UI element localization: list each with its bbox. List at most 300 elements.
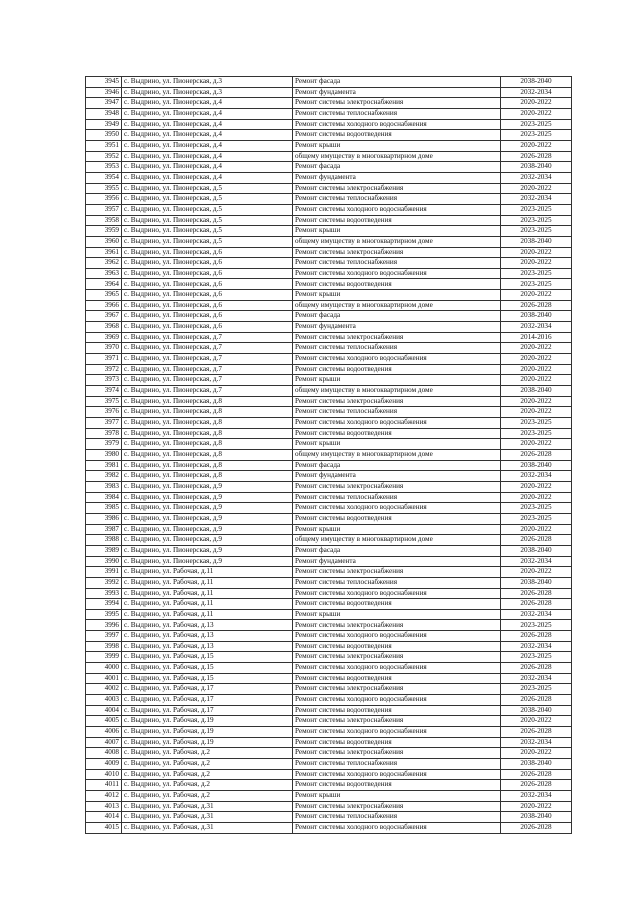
work-type-cell: Ремонт системы холодного водоснабжения [293,119,501,130]
table-row [86,780,572,791]
address-cell: с. Выдрино, ул. Пионерская, д.7 [122,354,293,365]
table-row [86,183,572,194]
row-number: 3982 [86,471,122,482]
work-type-cell: Ремонт фундамента [293,556,501,567]
period-cell: 2020-2022 [501,492,572,503]
address-cell: с. Выдрино, ул. Пионерская, д.5 [122,215,293,226]
row-number: 3959 [86,226,122,237]
work-type-cell: Ремонт крыши [293,524,501,535]
table-row [86,695,572,706]
period-cell: 2020-2022 [501,567,572,578]
address-cell: с. Выдрино, ул. Пионерская, д.6 [122,322,293,333]
row-number: 3946 [86,87,122,98]
address-cell: с. Выдрино, ул. Пионерская, д.4 [122,151,293,162]
period-cell: 2032-2034 [501,556,572,567]
period-cell: 2026-2028 [501,151,572,162]
table-row [86,162,572,173]
work-type-cell: Ремонт системы водоотведения [293,279,501,290]
address-cell: с. Выдрино, ул. Пионерская, д.5 [122,194,293,205]
table-row [86,748,572,759]
table-row [86,801,572,812]
work-type-cell: Ремонт крыши [293,609,501,620]
row-number: 3970 [86,343,122,354]
address-cell: с. Выдрино, ул. Пионерская, д.6 [122,290,293,301]
table-row [86,460,572,471]
period-cell: 2026-2028 [501,780,572,791]
table-row [86,151,572,162]
row-number: 3960 [86,236,122,247]
address-cell: с. Выдрино, ул. Пионерская, д.6 [122,300,293,311]
table-row [86,599,572,610]
period-cell: 2032-2034 [501,322,572,333]
address-cell: с. Выдрино, ул. Рабочая, д.17 [122,695,293,706]
work-type-cell: Ремонт системы водоотведения [293,780,501,791]
work-type-cell: Ремонт системы теплоснабжения [293,407,501,418]
address-cell: с. Выдрино, ул. Рабочая, д.13 [122,620,293,631]
period-cell: 2023-2025 [501,130,572,141]
row-number: 3991 [86,567,122,578]
table-row [86,311,572,322]
address-cell: с. Выдрино, ул. Рабочая, д.11 [122,588,293,599]
address-cell: с. Выдрино, ул. Рабочая, д.2 [122,748,293,759]
address-cell: с. Выдрино, ул. Пионерская, д.8 [122,471,293,482]
address-cell: с. Выдрино, ул. Пионерская, д.4 [122,119,293,130]
row-number: 3961 [86,247,122,258]
period-cell: 2020-2022 [501,396,572,407]
address-cell: с. Выдрино, ул. Рабочая, д.13 [122,641,293,652]
row-number: 3996 [86,620,122,631]
row-number: 3956 [86,194,122,205]
address-cell: с. Выдрино, ул. Рабочая, д.11 [122,609,293,620]
period-cell: 2038-2040 [501,311,572,322]
table-row [86,535,572,546]
row-number: 4014 [86,812,122,823]
period-cell: 2023-2025 [501,226,572,237]
period-cell: 2023-2025 [501,428,572,439]
table-row [86,172,572,183]
row-number: 3987 [86,524,122,535]
work-type-cell: общему имуществу в многоквартирном доме [293,151,501,162]
table-row [86,418,572,429]
period-cell: 2038-2040 [501,577,572,588]
work-type-cell: общему имуществу в многоквартирном доме [293,236,501,247]
address-cell: с. Выдрино, ул. Пионерская, д.7 [122,364,293,375]
period-cell: 2026-2028 [501,300,572,311]
work-type-cell: Ремонт системы холодного водоснабжения [293,354,501,365]
row-number: 4012 [86,790,122,801]
table-row [86,556,572,567]
row-number: 3955 [86,183,122,194]
address-cell: с. Выдрино, ул. Пионерская, д.4 [122,98,293,109]
address-cell: с. Выдрино, ул. Рабочая, д.15 [122,673,293,684]
address-cell: с. Выдрино, ул. Пионерская, д.8 [122,396,293,407]
address-cell: с. Выдрино, ул. Пионерская, д.6 [122,258,293,269]
work-type-cell: Ремонт системы водоотведения [293,641,501,652]
row-number: 4003 [86,695,122,706]
period-cell: 2026-2028 [501,535,572,546]
table-row [86,204,572,215]
address-cell: с. Выдрино, ул. Рабочая, д.17 [122,684,293,695]
row-number: 4013 [86,801,122,812]
work-type-cell: Ремонт системы электроснабжения [293,396,501,407]
table-row [86,279,572,290]
row-number: 4002 [86,684,122,695]
address-cell: с. Выдрино, ул. Пионерская, д.3 [122,87,293,98]
row-number: 3957 [86,204,122,215]
work-type-cell: Ремонт системы электроснабжения [293,481,501,492]
address-cell: с. Выдрино, ул. Пионерская, д.7 [122,343,293,354]
period-cell: 2032-2034 [501,790,572,801]
work-type-cell: Ремонт крыши [293,140,501,151]
address-cell: с. Выдрино, ул. Рабочая, д.2 [122,759,293,770]
period-cell: 2023-2025 [501,268,572,279]
row-number: 4001 [86,673,122,684]
work-type-cell: Ремонт крыши [293,375,501,386]
table-row [86,449,572,460]
table-row [86,247,572,258]
period-cell: 2020-2022 [501,801,572,812]
table-row [86,790,572,801]
row-number: 4008 [86,748,122,759]
work-type-cell: общему имуществу в многоквартирном доме [293,386,501,397]
row-number: 3977 [86,418,122,429]
table-row [86,375,572,386]
work-type-cell: Ремонт системы водоотведения [293,673,501,684]
table-row [86,194,572,205]
table-row [86,364,572,375]
table-row [86,663,572,674]
work-type-cell: Ремонт системы электроснабжения [293,801,501,812]
row-number: 3949 [86,119,122,130]
period-cell: 2020-2022 [501,748,572,759]
period-cell: 2020-2022 [501,354,572,365]
period-cell: 2020-2022 [501,343,572,354]
work-type-cell: Ремонт системы электроснабжения [293,684,501,695]
row-number: 4011 [86,780,122,791]
row-number: 3950 [86,130,122,141]
row-number: 3995 [86,609,122,620]
row-number: 3986 [86,513,122,524]
work-type-cell: Ремонт системы электроснабжения [293,98,501,109]
address-cell: с. Выдрино, ул. Пионерская, д.8 [122,418,293,429]
table-row [86,577,572,588]
row-number: 4015 [86,822,122,833]
row-number: 3962 [86,258,122,269]
address-cell: с. Выдрино, ул. Пионерская, д.7 [122,386,293,397]
table-row [86,588,572,599]
period-cell: 2032-2034 [501,737,572,748]
table-row [86,396,572,407]
address-cell: с. Выдрино, ул. Пионерская, д.5 [122,226,293,237]
period-cell: 2020-2022 [501,716,572,727]
period-cell: 2020-2022 [501,407,572,418]
period-cell: 2020-2022 [501,439,572,450]
address-cell: с. Выдрино, ул. Рабочая, д.31 [122,812,293,823]
period-cell: 2026-2028 [501,631,572,642]
work-type-cell: Ремонт крыши [293,290,501,301]
work-type-cell: Ремонт системы водоотведения [293,513,501,524]
period-cell: 2020-2022 [501,290,572,301]
work-type-cell: Ремонт фундамента [293,172,501,183]
period-cell: 2020-2022 [501,98,572,109]
row-number: 4005 [86,716,122,727]
table-row [86,759,572,770]
table-row [86,268,572,279]
address-cell: с. Выдрино, ул. Пионерская, д.6 [122,279,293,290]
address-cell: с. Выдрино, ул. Рабочая, д.19 [122,737,293,748]
row-number: 3948 [86,108,122,119]
work-type-cell: Ремонт системы холодного водоснабжения [293,631,501,642]
work-type-cell: Ремонт системы холодного водоснабжения [293,204,501,215]
row-number: 3945 [86,77,122,88]
row-number: 3985 [86,503,122,514]
work-type-cell: Ремонт системы электроснабжения [293,716,501,727]
work-type-cell: Ремонт крыши [293,439,501,450]
table-row [86,77,572,88]
period-cell: 2023-2025 [501,684,572,695]
period-cell: 2026-2028 [501,599,572,610]
period-cell: 2032-2034 [501,609,572,620]
period-cell: 2026-2028 [501,769,572,780]
period-cell: 2020-2022 [501,247,572,258]
table-row [86,812,572,823]
row-number: 3951 [86,140,122,151]
row-number: 3953 [86,162,122,173]
period-cell: 2038-2040 [501,386,572,397]
period-cell: 2020-2022 [501,481,572,492]
row-number: 3984 [86,492,122,503]
address-cell: с. Выдрино, ул. Пионерская, д.4 [122,130,293,141]
row-number: 3969 [86,332,122,343]
table-row [86,716,572,727]
row-number: 3965 [86,290,122,301]
period-cell: 2026-2028 [501,449,572,460]
table-row [86,545,572,556]
work-type-cell: общему имуществу в многоквартирном доме [293,300,501,311]
address-cell: с. Выдрино, ул. Рабочая, д.19 [122,716,293,727]
table-row [86,705,572,716]
work-type-cell: Ремонт системы электроснабжения [293,652,501,663]
period-cell: 2023-2025 [501,620,572,631]
row-number: 4007 [86,737,122,748]
period-cell: 2020-2022 [501,375,572,386]
period-cell: 2020-2022 [501,183,572,194]
row-number: 3952 [86,151,122,162]
row-number: 3971 [86,354,122,365]
period-cell: 2038-2040 [501,759,572,770]
row-number: 3967 [86,311,122,322]
period-cell: 2038-2040 [501,545,572,556]
table-row [86,226,572,237]
table-row [86,322,572,333]
table-row [86,343,572,354]
table-row [86,87,572,98]
table-row [86,684,572,695]
table-body [86,77,572,834]
period-cell: 2023-2025 [501,503,572,514]
work-type-cell: Ремонт системы теплоснабжения [293,492,501,503]
work-type-cell: Ремонт системы электроснабжения [293,748,501,759]
table-row [86,524,572,535]
address-cell: с. Выдрино, ул. Пионерская, д.9 [122,513,293,524]
address-cell: с. Выдрино, ул. Пионерская, д.9 [122,545,293,556]
address-cell: с. Выдрино, ул. Пионерская, д.4 [122,108,293,119]
period-cell: 2023-2025 [501,279,572,290]
work-type-cell: Ремонт системы холодного водоснабжения [293,822,501,833]
address-cell: с. Выдрино, ул. Рабочая, д.11 [122,599,293,610]
address-cell: с. Выдрино, ул. Рабочая, д.13 [122,631,293,642]
address-cell: с. Выдрино, ул. Рабочая, д.15 [122,652,293,663]
work-type-cell: Ремонт системы теплоснабжения [293,194,501,205]
address-cell: с. Выдрино, ул. Пионерская, д.9 [122,556,293,567]
period-cell: 2023-2025 [501,215,572,226]
period-cell: 2032-2034 [501,673,572,684]
work-type-cell: Ремонт системы электроснабжения [293,247,501,258]
work-type-cell: Ремонт системы водоотведения [293,215,501,226]
work-type-cell: Ремонт системы теплоснабжения [293,759,501,770]
work-type-cell: Ремонт фасада [293,162,501,173]
work-type-cell: Ремонт системы водоотведения [293,364,501,375]
row-number: 3992 [86,577,122,588]
period-cell: 2032-2034 [501,641,572,652]
row-number: 3979 [86,439,122,450]
row-number: 3974 [86,386,122,397]
period-cell: 2023-2025 [501,652,572,663]
row-number: 3998 [86,641,122,652]
row-number: 3993 [86,588,122,599]
row-number: 3973 [86,375,122,386]
period-cell: 2023-2025 [501,204,572,215]
work-type-cell: Ремонт крыши [293,226,501,237]
work-type-cell: Ремонт фасада [293,545,501,556]
address-cell: с. Выдрино, ул. Рабочая, д.11 [122,567,293,578]
address-cell: с. Выдрино, ул. Рабочая, д.31 [122,801,293,812]
period-cell: 2038-2040 [501,705,572,716]
period-cell: 2020-2022 [501,364,572,375]
address-cell: с. Выдрино, ул. Пионерская, д.9 [122,492,293,503]
repair-schedule-table [85,76,572,834]
work-type-cell: Ремонт системы электроснабжения [293,332,501,343]
table-row [86,140,572,151]
period-cell: 2023-2025 [501,119,572,130]
work-type-cell: Ремонт системы холодного водоснабжения [293,588,501,599]
address-cell: с. Выдрино, ул. Пионерская, д.9 [122,524,293,535]
row-number: 3980 [86,449,122,460]
work-type-cell: Ремонт системы электроснабжения [293,567,501,578]
period-cell: 2014-2016 [501,332,572,343]
row-number: 3994 [86,599,122,610]
period-cell: 2038-2040 [501,460,572,471]
work-type-cell: общему имуществу в многоквартирном доме [293,449,501,460]
row-number: 3968 [86,322,122,333]
address-cell: с. Выдрино, ул. Пионерская, д.9 [122,503,293,514]
table-row [86,258,572,269]
table-row [86,609,572,620]
address-cell: с. Выдрино, ул. Пионерская, д.4 [122,140,293,151]
work-type-cell: Ремонт фасада [293,460,501,471]
period-cell: 2038-2040 [501,236,572,247]
row-number: 3976 [86,407,122,418]
row-number: 3964 [86,279,122,290]
work-type-cell: Ремонт фасада [293,77,501,88]
table-row [86,631,572,642]
table-row [86,567,572,578]
row-number: 3989 [86,545,122,556]
period-cell: 2038-2040 [501,77,572,88]
table-row [86,98,572,109]
address-cell: с. Выдрино, ул. Рабочая, д.31 [122,822,293,833]
work-type-cell: Ремонт системы холодного водоснабжения [293,695,501,706]
row-number: 4000 [86,663,122,674]
period-cell: 2026-2028 [501,695,572,706]
period-cell: 2026-2028 [501,822,572,833]
period-cell: 2032-2034 [501,172,572,183]
row-number: 3972 [86,364,122,375]
address-cell: с. Выдрино, ул. Пионерская, д.8 [122,439,293,450]
table-row [86,737,572,748]
table-row [86,236,572,247]
address-cell: с. Выдрино, ул. Рабочая, д.2 [122,780,293,791]
period-cell: 2023-2025 [501,418,572,429]
row-number: 3988 [86,535,122,546]
address-cell: с. Выдрино, ул. Пионерская, д.8 [122,449,293,460]
table-row [86,354,572,365]
table-row [86,503,572,514]
period-cell: 2026-2028 [501,588,572,599]
work-type-cell: Ремонт системы холодного водоснабжения [293,727,501,738]
table-row [86,822,572,833]
table-row [86,769,572,780]
address-cell: с. Выдрино, ул. Пионерская, д.4 [122,172,293,183]
address-cell: с. Выдрино, ул. Пионерская, д.6 [122,247,293,258]
row-number: 4006 [86,727,122,738]
table-row [86,620,572,631]
row-number: 3975 [86,396,122,407]
address-cell: с. Выдрино, ул. Пионерская, д.6 [122,311,293,322]
table-row [86,652,572,663]
table-row [86,386,572,397]
table-row [86,492,572,503]
work-type-cell: Ремонт фундамента [293,87,501,98]
row-number: 3999 [86,652,122,663]
work-type-cell: Ремонт системы теплоснабжения [293,812,501,823]
table-row [86,471,572,482]
work-type-cell: Ремонт системы холодного водоснабжения [293,769,501,780]
address-cell: с. Выдрино, ул. Пионерская, д.8 [122,407,293,418]
address-cell: с. Выдрино, ул. Рабочая, д.17 [122,705,293,716]
work-type-cell: Ремонт системы теплоснабжения [293,108,501,119]
work-type-cell: Ремонт системы водоотведения [293,130,501,141]
row-number: 3954 [86,172,122,183]
row-number: 3990 [86,556,122,567]
address-cell: с. Выдрино, ул. Пионерская, д.8 [122,460,293,471]
table-row [86,215,572,226]
period-cell: 2032-2034 [501,87,572,98]
work-type-cell: Ремонт системы водоотведения [293,705,501,716]
address-cell: с. Выдрино, ул. Рабочая, д.19 [122,727,293,738]
work-type-cell: Ремонт системы холодного водоснабжения [293,418,501,429]
period-cell: 2032-2034 [501,471,572,482]
work-type-cell: Ремонт крыши [293,790,501,801]
work-type-cell: Ремонт системы электроснабжения [293,183,501,194]
address-cell: с. Выдрино, ул. Рабочая, д.2 [122,790,293,801]
address-cell: с. Выдрино, ул. Пионерская, д.5 [122,204,293,215]
address-cell: с. Выдрино, ул. Пионерская, д.7 [122,375,293,386]
row-number: 4009 [86,759,122,770]
table-row [86,673,572,684]
period-cell: 2020-2022 [501,258,572,269]
table-row [86,407,572,418]
